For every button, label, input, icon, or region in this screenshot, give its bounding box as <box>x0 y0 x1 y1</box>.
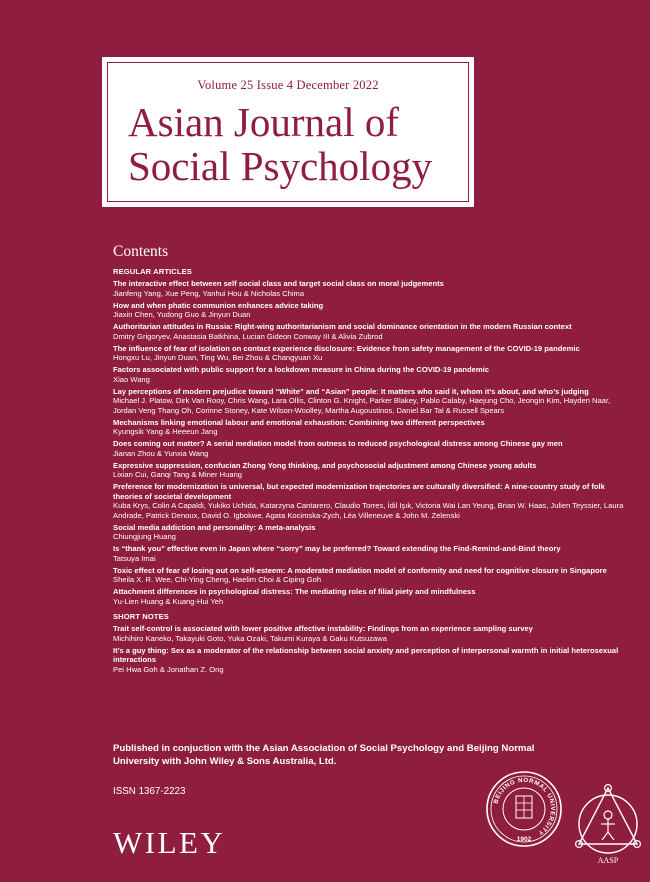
article-entry <box>113 646 633 675</box>
article-title: It’s a guy thing: Sex as a moderator of the relationship between social anxiety and perception of interpersonal warmth in initial heterosexual interactions <box>113 645 619 664</box>
article-authors: Michael J. Platow, Dirk Van Rooy, Chris Wang, Lara Ollis, Clinton G. Knight, Parker Blakey, Pablo Calaby, Haejung Cho, Jeongin Kim, Hayden Naar, Jordan Veng Thang Oh, Corinne Stoney, Kate Wilson-Woolley, Martha Augoustinos, Daniel Bar Tal & Russell Spears <box>113 396 611 415</box>
contents-heading: Contents <box>113 243 169 260</box>
article-authors: Kuba Krys, Colin A Capaldi, Yukiko Uchida, Katarzyna Cantarero, Claudio Torres, İdil Işık, Victoria Wai Lan Yeung, Brian W. Haas, Julien Teyssier, Laura Andrade, Patrick Denoux, David O. Igbokwe, Agata Kocimska-Zych, Léa Villeneuve & John M. Zelenski <box>113 501 624 520</box>
article-authors: Jiaxin Chen, Yudong Guo & Jinyun Duan <box>113 310 251 319</box>
article-authors: Lixian Cui, Ganqi Tang & Miner Huang <box>113 470 243 479</box>
table-of-contents <box>113 267 633 674</box>
article-authors: Hongxu Lu, Jinyun Duan, Ting Wu, Bei Zhou & Changyuan Xu <box>113 353 323 362</box>
article-title: Mechanisms linking emotional labour and emotional exhaustion: Combining two different perspectives <box>113 417 485 427</box>
article-title: The influence of fear of isolation on contact experience disclosure: Evidence from safety management of the COVID-19 pandemic <box>113 343 580 353</box>
article-authors: Dmitry Grigoryev, Anastasia Batkhina, Lucian Gideon Conway III & Alivia Zubrod <box>113 331 383 341</box>
short-notes-heading: SHORT NOTES <box>113 612 169 621</box>
article-title: Preference for modernization is universal, but expected modernization trajectories are culturally diversified: A nine-country study of folk theories of societal development <box>113 482 605 501</box>
article-title: Attachment differences in psychological distress: The mediating roles of filial piety and mindfulness <box>113 587 476 596</box>
title-panel <box>103 58 473 206</box>
beijing-normal-university-seal-icon <box>485 770 563 848</box>
journal-title <box>128 100 432 188</box>
article-entry <box>113 624 633 643</box>
aasp-logo-icon <box>573 782 643 872</box>
publication-statement: Published in conjuction with the Asian Association of Social Psychology and Beijing Normal University with John Wiley & Sons Australia, Ltd. <box>113 743 535 767</box>
article-entry <box>113 365 633 384</box>
article-entry <box>113 322 633 341</box>
article-entry <box>113 439 633 458</box>
article-entry <box>113 482 633 520</box>
article-entry <box>113 279 633 298</box>
article-entry <box>113 587 633 606</box>
article-title: Expressive suppression, confucian Zhong Yong thinking, and psychosocial adjustment among Chinese young adults <box>113 460 537 470</box>
aasp-label: AASP <box>597 856 619 865</box>
article-entry <box>113 344 633 363</box>
volume-issue-line: Volume 25 Issue 4 December 2022 <box>197 78 379 92</box>
regular-articles-heading: REGULAR ARTICLES <box>113 267 192 276</box>
article-title: Authoritarian attitudes in Russia: Right-wing authoritarianism and social dominance orientation in the modern Russian context <box>113 322 572 331</box>
article-authors: Sheila X. R. Wee, Chi-Ying Cheng, Haelim Choi & Ciping Goh <box>113 575 322 584</box>
journal-title-line-1: Asian Journal of <box>128 99 400 145</box>
article-title: The interactive effect between self social class and target social class on moral judgements <box>113 279 444 288</box>
article-title: Toxic effect of fear of losing out on self-esteem: A moderated mediation model of conformity and need for cognitive closure in Singapore <box>113 565 607 575</box>
seal-year: 1902 <box>516 836 532 843</box>
seal-ring-text: BEIJING NORMAL UNIVERSITY <box>492 776 557 837</box>
article-entry <box>113 544 633 563</box>
journal-title-line-2: Social Psychology <box>128 143 433 189</box>
article-authors: Michihiro Kaneko, Takayuki Goto, Yuka Ozaki, Takumi Kuraya & Gaku Kutsuzawa <box>113 633 387 643</box>
title-panel-border <box>107 62 469 202</box>
article-title: Lay perceptions of modern prejudice toward “White” and “Asian” people: It matters who said it, whom it’s about, and who’s judging <box>113 386 589 396</box>
article-entry <box>113 566 633 585</box>
issn-number: ISSN 1367-2223 <box>113 786 186 797</box>
article-title: How and when phatic communion enhances advice taking <box>113 300 324 310</box>
article-title: Is “thank you” effective even in Japan where “sorry” may be preferred? Toward extending the Find-Remind-and-Bind theory <box>113 544 561 553</box>
article-entry <box>113 523 633 542</box>
wiley-logo: WILEY <box>113 825 226 860</box>
article-entry <box>113 461 633 480</box>
article-entry <box>113 301 633 320</box>
article-authors: Kyungsik Yang & Heeeun Jang <box>113 427 218 436</box>
article-authors: Xiao Wang <box>113 374 150 384</box>
regular-articles-list <box>113 279 633 606</box>
article-authors: Pei Hwa Goh & Jonathan Z. Ong <box>113 664 224 674</box>
article-authors: Chiungjung Huang <box>113 532 176 541</box>
article-entry <box>113 418 633 437</box>
short-notes-list <box>113 624 633 674</box>
article-title: Trait self-control is associated with lower positive affective instability: Findings from an experience sampling survey <box>113 624 533 633</box>
article-authors: Tatsuya Imai <box>113 553 156 563</box>
article-title: Does coming out matter? A serial mediation model from outness to reduced psychological distress among Chinese gay men <box>113 439 563 448</box>
article-title: Factors associated with public support for a lockdown measure in China during the COVID-19 pandemic <box>113 365 489 374</box>
article-authors: Yu-Lien Huang & Kuang-Hui Yeh <box>113 596 224 606</box>
article-authors: Jianfeng Yang, Xue Peng, Yanhui Hou & Nicholas Chima <box>113 288 305 298</box>
article-authors: Jianan Zhou & Yunxia Wang <box>113 448 209 458</box>
article-entry <box>113 387 633 416</box>
article-title: Social media addiction and personality: A meta-analysis <box>113 522 316 532</box>
